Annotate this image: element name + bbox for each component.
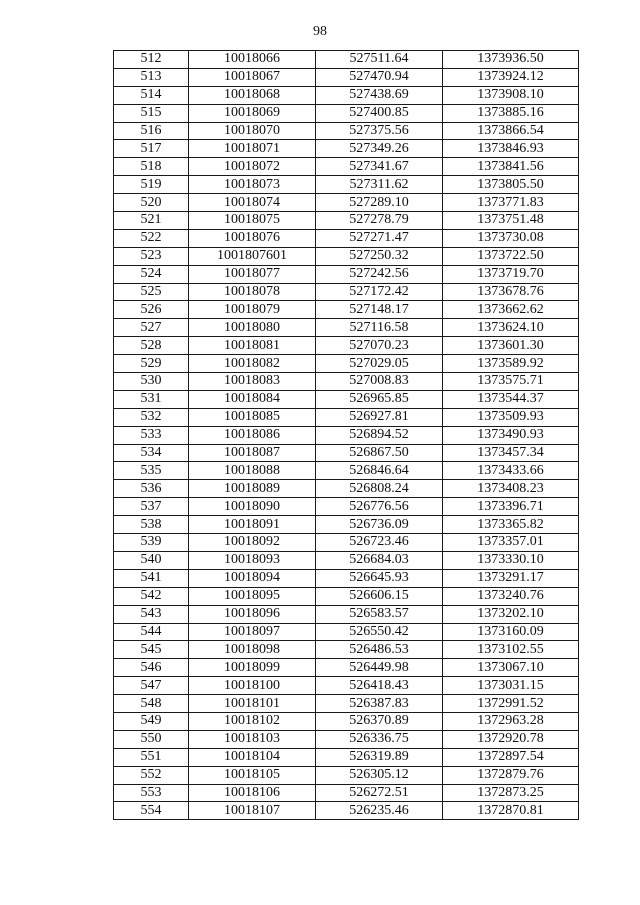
y-coordinate-cell: 1373396.71 — [443, 498, 579, 516]
table-row — [114, 176, 579, 194]
point-number-cell: 539 — [114, 534, 189, 552]
table-row — [114, 677, 579, 695]
point-id-cell: 10018083 — [189, 373, 316, 391]
x-coordinate-cell: 526645.93 — [316, 569, 443, 587]
table-row — [114, 319, 579, 337]
y-coordinate-cell: 1372870.81 — [443, 802, 579, 820]
x-coordinate-cell: 527400.85 — [316, 104, 443, 122]
table-row — [114, 408, 579, 426]
table-row — [114, 641, 579, 659]
table-row — [114, 659, 579, 677]
x-coordinate-cell: 526776.56 — [316, 498, 443, 516]
point-id-cell: 10018099 — [189, 659, 316, 677]
y-coordinate-cell: 1373067.10 — [443, 659, 579, 677]
point-id-cell: 10018080 — [189, 319, 316, 337]
table-row — [114, 122, 579, 140]
y-coordinate-cell: 1373846.93 — [443, 140, 579, 158]
y-coordinate-cell: 1372991.52 — [443, 695, 579, 713]
point-number-cell: 534 — [114, 444, 189, 462]
table-row — [114, 51, 579, 69]
point-id-cell: 10018067 — [189, 68, 316, 86]
point-id-cell: 10018072 — [189, 158, 316, 176]
x-coordinate-cell: 526808.24 — [316, 480, 443, 498]
table-row — [114, 534, 579, 552]
table-row — [114, 462, 579, 480]
y-coordinate-cell: 1373031.15 — [443, 677, 579, 695]
y-coordinate-cell: 1373662.62 — [443, 301, 579, 319]
x-coordinate-cell: 526272.51 — [316, 784, 443, 802]
table-row — [114, 229, 579, 247]
x-coordinate-cell: 526319.89 — [316, 748, 443, 766]
point-number-cell: 518 — [114, 158, 189, 176]
x-coordinate-cell: 527375.56 — [316, 122, 443, 140]
point-id-cell: 10018090 — [189, 498, 316, 516]
table-row — [114, 516, 579, 534]
y-coordinate-cell: 1373202.10 — [443, 605, 579, 623]
x-coordinate-cell: 526449.98 — [316, 659, 443, 677]
point-id-cell: 10018091 — [189, 516, 316, 534]
point-id-cell: 10018078 — [189, 283, 316, 301]
y-coordinate-cell: 1373841.56 — [443, 158, 579, 176]
x-coordinate-cell: 526550.42 — [316, 623, 443, 641]
x-coordinate-cell: 527341.67 — [316, 158, 443, 176]
point-id-cell: 10018074 — [189, 194, 316, 212]
y-coordinate-cell: 1372873.25 — [443, 784, 579, 802]
point-number-cell: 550 — [114, 730, 189, 748]
x-coordinate-cell: 527242.56 — [316, 265, 443, 283]
x-coordinate-cell: 526336.75 — [316, 730, 443, 748]
x-coordinate-cell: 527070.23 — [316, 337, 443, 355]
x-coordinate-cell: 527148.17 — [316, 301, 443, 319]
table-row — [114, 730, 579, 748]
y-coordinate-cell: 1373722.50 — [443, 247, 579, 265]
point-number-cell: 527 — [114, 319, 189, 337]
table-row — [114, 426, 579, 444]
point-number-cell: 522 — [114, 229, 189, 247]
point-id-cell: 10018081 — [189, 337, 316, 355]
point-number-cell: 547 — [114, 677, 189, 695]
point-number-cell: 514 — [114, 86, 189, 104]
point-id-cell: 10018096 — [189, 605, 316, 623]
point-number-cell: 553 — [114, 784, 189, 802]
y-coordinate-cell: 1373291.17 — [443, 569, 579, 587]
x-coordinate-cell: 527278.79 — [316, 212, 443, 230]
table-row — [114, 355, 579, 373]
y-coordinate-cell: 1373624.10 — [443, 319, 579, 337]
point-number-cell: 543 — [114, 605, 189, 623]
y-coordinate-cell: 1373730.08 — [443, 229, 579, 247]
x-coordinate-cell: 527250.32 — [316, 247, 443, 265]
x-coordinate-cell: 526606.15 — [316, 587, 443, 605]
y-coordinate-cell: 1373805.50 — [443, 176, 579, 194]
y-coordinate-cell: 1373160.09 — [443, 623, 579, 641]
point-id-cell: 10018103 — [189, 730, 316, 748]
x-coordinate-cell: 526846.64 — [316, 462, 443, 480]
point-number-cell: 537 — [114, 498, 189, 516]
point-id-cell: 10018069 — [189, 104, 316, 122]
point-id-cell: 10018100 — [189, 677, 316, 695]
point-id-cell: 10018076 — [189, 229, 316, 247]
point-number-cell: 533 — [114, 426, 189, 444]
table-row — [114, 748, 579, 766]
point-id-cell: 10018086 — [189, 426, 316, 444]
x-coordinate-cell: 526894.52 — [316, 426, 443, 444]
y-coordinate-cell: 1373866.54 — [443, 122, 579, 140]
point-number-cell: 544 — [114, 623, 189, 641]
point-id-cell: 10018068 — [189, 86, 316, 104]
point-number-cell: 551 — [114, 748, 189, 766]
point-id-cell: 10018073 — [189, 176, 316, 194]
point-number-cell: 538 — [114, 516, 189, 534]
table-row — [114, 712, 579, 730]
point-id-cell: 10018106 — [189, 784, 316, 802]
x-coordinate-cell: 527172.42 — [316, 283, 443, 301]
y-coordinate-cell: 1373601.30 — [443, 337, 579, 355]
point-id-cell: 10018102 — [189, 712, 316, 730]
point-number-cell: 526 — [114, 301, 189, 319]
point-id-cell: 10018097 — [189, 623, 316, 641]
x-coordinate-cell: 527029.05 — [316, 355, 443, 373]
x-coordinate-cell: 527470.94 — [316, 68, 443, 86]
y-coordinate-cell: 1373457.34 — [443, 444, 579, 462]
x-coordinate-cell: 527438.69 — [316, 86, 443, 104]
point-id-cell: 10018071 — [189, 140, 316, 158]
point-number-cell: 513 — [114, 68, 189, 86]
point-number-cell: 530 — [114, 373, 189, 391]
point-number-cell: 523 — [114, 247, 189, 265]
x-coordinate-cell: 526305.12 — [316, 766, 443, 784]
y-coordinate-cell: 1373544.37 — [443, 390, 579, 408]
table-row — [114, 158, 579, 176]
y-coordinate-cell: 1373936.50 — [443, 51, 579, 69]
point-number-cell: 519 — [114, 176, 189, 194]
y-coordinate-cell: 1372879.76 — [443, 766, 579, 784]
point-id-cell: 10018105 — [189, 766, 316, 784]
x-coordinate-cell: 527008.83 — [316, 373, 443, 391]
x-coordinate-cell: 527311.62 — [316, 176, 443, 194]
table-row — [114, 140, 579, 158]
table-row — [114, 390, 579, 408]
point-number-cell: 545 — [114, 641, 189, 659]
point-number-cell: 520 — [114, 194, 189, 212]
y-coordinate-cell: 1373408.23 — [443, 480, 579, 498]
y-coordinate-cell: 1373678.76 — [443, 283, 579, 301]
table-row — [114, 695, 579, 713]
point-id-cell: 10018107 — [189, 802, 316, 820]
point-number-cell: 521 — [114, 212, 189, 230]
y-coordinate-cell: 1372963.28 — [443, 712, 579, 730]
page-number: 98 — [313, 24, 327, 39]
point-number-cell: 531 — [114, 390, 189, 408]
table-row — [114, 498, 579, 516]
x-coordinate-cell: 527289.10 — [316, 194, 443, 212]
point-number-cell: 529 — [114, 355, 189, 373]
y-coordinate-cell: 1373490.93 — [443, 426, 579, 444]
point-number-cell: 525 — [114, 283, 189, 301]
table-row — [114, 480, 579, 498]
x-coordinate-cell: 526927.81 — [316, 408, 443, 426]
table-row — [114, 373, 579, 391]
point-id-cell: 10018084 — [189, 390, 316, 408]
y-coordinate-cell: 1373509.93 — [443, 408, 579, 426]
y-coordinate-cell: 1373330.10 — [443, 551, 579, 569]
x-coordinate-cell: 526370.89 — [316, 712, 443, 730]
table-row — [114, 337, 579, 355]
x-coordinate-cell: 527511.64 — [316, 51, 443, 69]
x-coordinate-cell: 526387.83 — [316, 695, 443, 713]
y-coordinate-cell: 1373365.82 — [443, 516, 579, 534]
x-coordinate-cell: 526723.46 — [316, 534, 443, 552]
table-row — [114, 444, 579, 462]
y-coordinate-cell: 1373102.55 — [443, 641, 579, 659]
x-coordinate-cell: 526486.53 — [316, 641, 443, 659]
point-number-cell: 532 — [114, 408, 189, 426]
table-row — [114, 86, 579, 104]
table-row — [114, 766, 579, 784]
y-coordinate-cell: 1373751.48 — [443, 212, 579, 230]
point-number-cell: 536 — [114, 480, 189, 498]
point-id-cell: 10018095 — [189, 587, 316, 605]
x-coordinate-cell: 527271.47 — [316, 229, 443, 247]
table-row — [114, 283, 579, 301]
point-id-cell: 10018094 — [189, 569, 316, 587]
y-coordinate-cell: 1373357.01 — [443, 534, 579, 552]
point-id-cell: 10018085 — [189, 408, 316, 426]
x-coordinate-cell: 526235.46 — [316, 802, 443, 820]
y-coordinate-cell: 1373433.66 — [443, 462, 579, 480]
table-row — [114, 68, 579, 86]
point-number-cell: 541 — [114, 569, 189, 587]
y-coordinate-cell: 1373589.92 — [443, 355, 579, 373]
point-id-cell: 10018070 — [189, 122, 316, 140]
point-id-cell: 10018087 — [189, 444, 316, 462]
x-coordinate-cell: 526736.09 — [316, 516, 443, 534]
table-row — [114, 551, 579, 569]
point-number-cell: 549 — [114, 712, 189, 730]
point-id-cell: 10018088 — [189, 462, 316, 480]
coordinates-table — [113, 50, 579, 820]
table-row — [114, 104, 579, 122]
point-number-cell: 524 — [114, 265, 189, 283]
point-id-cell: 10018104 — [189, 748, 316, 766]
y-coordinate-cell: 1373908.10 — [443, 86, 579, 104]
table-row — [114, 301, 579, 319]
point-number-cell: 548 — [114, 695, 189, 713]
point-id-cell: 10018079 — [189, 301, 316, 319]
point-number-cell: 542 — [114, 587, 189, 605]
point-id-cell: 10018093 — [189, 551, 316, 569]
y-coordinate-cell: 1373924.12 — [443, 68, 579, 86]
table-row — [114, 802, 579, 820]
coordinates-table-body — [114, 51, 579, 820]
y-coordinate-cell: 1373719.70 — [443, 265, 579, 283]
y-coordinate-cell: 1373885.16 — [443, 104, 579, 122]
y-coordinate-cell: 1372920.78 — [443, 730, 579, 748]
point-number-cell: 552 — [114, 766, 189, 784]
point-id-cell: 1001807601 — [189, 247, 316, 265]
y-coordinate-cell: 1373575.71 — [443, 373, 579, 391]
point-id-cell: 10018066 — [189, 51, 316, 69]
table-row — [114, 605, 579, 623]
table-row — [114, 194, 579, 212]
point-number-cell: 517 — [114, 140, 189, 158]
point-id-cell: 10018089 — [189, 480, 316, 498]
table-row — [114, 623, 579, 641]
point-id-cell: 10018075 — [189, 212, 316, 230]
point-number-cell: 528 — [114, 337, 189, 355]
point-number-cell: 516 — [114, 122, 189, 140]
x-coordinate-cell: 527116.58 — [316, 319, 443, 337]
point-id-cell: 10018082 — [189, 355, 316, 373]
table-row — [114, 587, 579, 605]
table-row — [114, 784, 579, 802]
point-id-cell: 10018098 — [189, 641, 316, 659]
x-coordinate-cell: 527349.26 — [316, 140, 443, 158]
table-row — [114, 212, 579, 230]
point-id-cell: 10018092 — [189, 534, 316, 552]
point-number-cell: 554 — [114, 802, 189, 820]
table-row — [114, 569, 579, 587]
x-coordinate-cell: 526965.85 — [316, 390, 443, 408]
table-row — [114, 265, 579, 283]
point-number-cell: 515 — [114, 104, 189, 122]
x-coordinate-cell: 526684.03 — [316, 551, 443, 569]
x-coordinate-cell: 526583.57 — [316, 605, 443, 623]
y-coordinate-cell: 1373771.83 — [443, 194, 579, 212]
point-number-cell: 535 — [114, 462, 189, 480]
x-coordinate-cell: 526418.43 — [316, 677, 443, 695]
y-coordinate-cell: 1372897.54 — [443, 748, 579, 766]
point-id-cell: 10018101 — [189, 695, 316, 713]
x-coordinate-cell: 526867.50 — [316, 444, 443, 462]
point-id-cell: 10018077 — [189, 265, 316, 283]
point-number-cell: 546 — [114, 659, 189, 677]
point-number-cell: 512 — [114, 51, 189, 69]
point-number-cell: 540 — [114, 551, 189, 569]
y-coordinate-cell: 1373240.76 — [443, 587, 579, 605]
table-row — [114, 247, 579, 265]
